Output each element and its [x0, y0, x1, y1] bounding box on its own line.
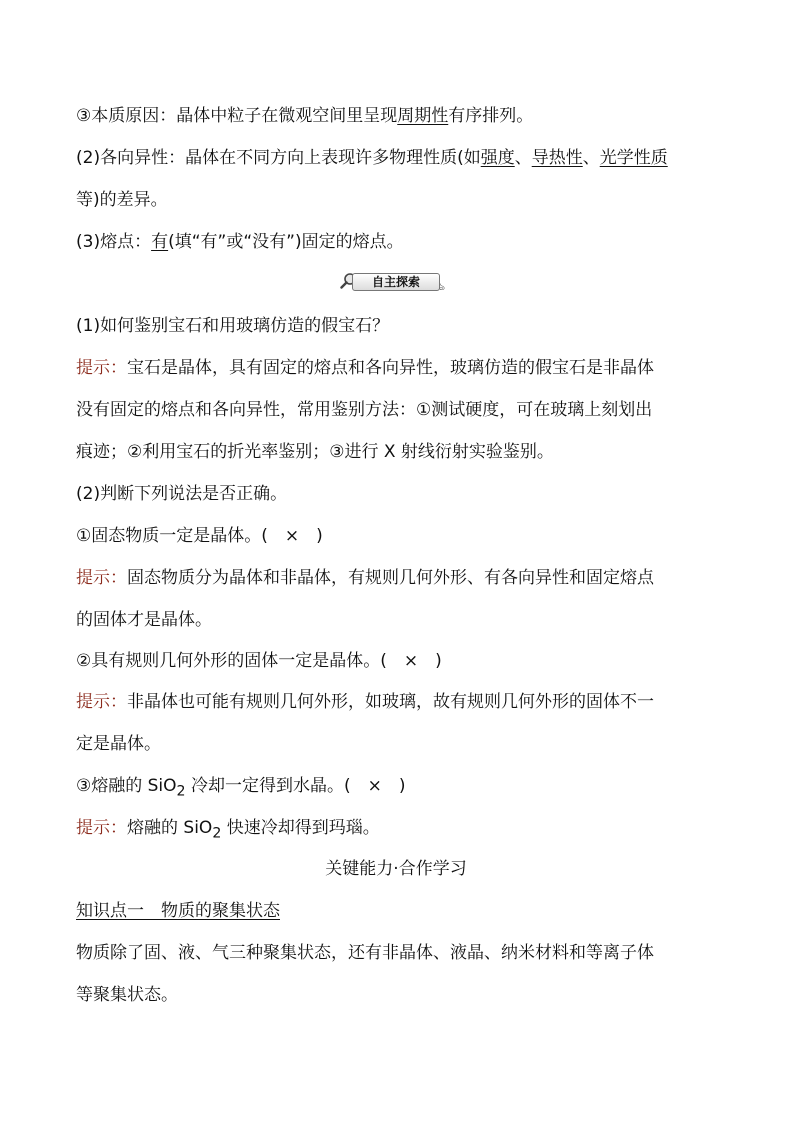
hint-1-line-1: 提示：宝石是晶体，具有固定的熔点和各向异性，玻璃仿造的假宝石是非晶体 [76, 358, 654, 378]
answer-blank: 强度 [480, 148, 515, 168]
knowledge-point-line-1: 物质除了固、液、气三种聚集状态，还有非晶体、液晶、纳米材料和等离子体 [76, 943, 654, 963]
hint-label: 提示： [76, 358, 127, 378]
section-title: 关键能力·合作学习 [325, 859, 467, 879]
knowledge-point-line-2: 等聚集状态。 [76, 985, 178, 1005]
answer-blank: 周期性 [397, 106, 449, 126]
anisotropy-line-2: 等)的差异。 [76, 190, 168, 210]
self-explore-badge [340, 270, 452, 292]
answer-blank: 光学性质 [599, 148, 668, 168]
hint-2-line-2: 的固体才是晶体。 [76, 610, 212, 630]
hint-3-line-1: 提示：非晶体也可能有规则几何外形，如玻璃，故有规则几何外形的固体不一 [76, 692, 654, 712]
melting-point-line: (3)熔点：有(填“有”或“没有”)固定的熔点。 [76, 232, 404, 252]
statement-1: ①固态物质一定是晶体。( × ) [76, 526, 323, 546]
hint-3-line-2: 定是晶体。 [76, 734, 161, 754]
answer-blank: 导热性 [531, 148, 583, 168]
hint-label: 提示： [76, 818, 127, 838]
answer-blank: 有 [151, 232, 169, 252]
hint-label: 提示： [76, 692, 127, 712]
hint-2-line-1: 提示：固态物质分为晶体和非晶体，有规则几何外形、有各向异性和固定熔点 [76, 568, 654, 588]
crystal-periodicity-line: ③本质原因：晶体中粒子在微观空间里呈现周期性有序排列。 [76, 106, 534, 126]
question-1: (1)如何鉴别宝石和用玻璃仿造的假宝石？ [76, 316, 390, 336]
hint-label: 提示： [76, 568, 127, 588]
hint-4-line-1: 提示：熔融的 SiO$_2$ 快速冷却得到玛瑙。 [76, 818, 380, 842]
badge-tail-icon: ঌ [439, 282, 446, 293]
hint-1-line-2: 没有固定的熔点和各向异性，常用鉴别方法：①测试硬度，可在玻璃上刻划出 [76, 400, 653, 420]
hint-1-line-3: 痕迹；②利用宝石的折光率鉴别；③进行 X 射线衍射实验鉴别。 [76, 442, 554, 462]
badge-label: 自主探索 [352, 273, 440, 291]
knowledge-point-title: 知识点一 物质的聚集状态 [76, 901, 280, 921]
statement-2: ②具有规则几何外形的固体一定是晶体。( × ) [76, 651, 442, 671]
statement-3: ③熔融的 SiO$_2$ 冷却一定得到水晶。( × ) [76, 776, 406, 800]
question-2: (2)判断下列说法是否正确。 [76, 484, 288, 504]
anisotropy-line: (2)各向异性：晶体在不同方向上表现许多物理性质(如强度、导热性、光学性质 [76, 148, 668, 168]
